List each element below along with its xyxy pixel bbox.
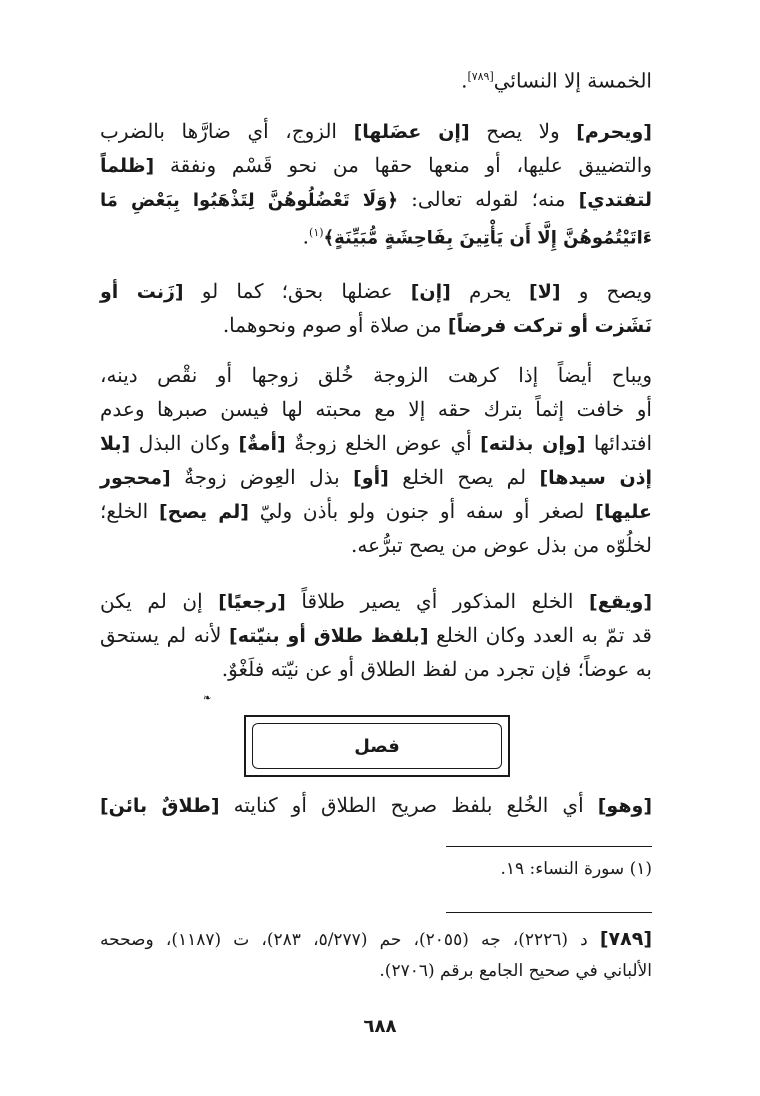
matn-text: عليها] xyxy=(595,501,652,523)
footnote xyxy=(100,956,652,986)
text-run: ويصح و xyxy=(560,279,652,303)
text-run: لخلُوّه من بذل عوض من يصح تبرُّعه. xyxy=(351,533,652,557)
matn-text: [ظلماً xyxy=(100,155,155,177)
text-run: لصغر أو سفه أو جنون ولو بأذن وليّ xyxy=(248,499,596,523)
footnote-number: [٧٨٩] xyxy=(599,928,653,950)
text-line xyxy=(100,426,652,461)
text-run: أي الخُلع بلفظ صريح الطلاق أو كنايته xyxy=(219,793,598,817)
text-line xyxy=(100,148,652,183)
text-run: منه؛ لقوله تعالى: xyxy=(397,187,579,211)
text-line xyxy=(100,216,652,256)
text-run: الخمسة إلا النسائي xyxy=(493,68,652,93)
matn-text: [وهو] xyxy=(597,795,652,817)
text-run: قد تمّ به العدد وكان الخلع xyxy=(428,623,652,647)
matn-text: [بلفظ طلاق أو بنيّته] xyxy=(229,625,429,647)
footnote-separator xyxy=(446,846,652,847)
text-run: . xyxy=(302,224,310,249)
text-line xyxy=(100,494,652,529)
matn-text: [أو] xyxy=(353,467,389,489)
matn-text: نَشَزت أو تركت فرضاً] xyxy=(447,315,652,337)
text-run: الزوج، أي ضارَّها بالضرب xyxy=(100,119,354,143)
section-heading-frame xyxy=(244,715,510,777)
text-line xyxy=(100,460,652,495)
text-run: بذل العِوض زوجةٌ xyxy=(170,465,354,489)
matn-text: [ويقع] xyxy=(589,591,653,613)
matn-text: [لم يصح] xyxy=(158,501,249,523)
matn-text: [وإن بذلته] xyxy=(480,433,586,455)
matn-text: [لا] xyxy=(529,281,561,303)
text-run: ولا يصح xyxy=(469,119,577,143)
matn-text: لتفتدي] xyxy=(578,189,652,211)
quran-verse: ﴿وَلَا تَعْضُلُوهُنَّ لِتَذْهَبُوا بِبَعْضِ مَا xyxy=(100,190,398,211)
matn-text: [أمةٌ] xyxy=(238,433,286,455)
footnote-text: الألباني في صحيح الجامع برقم (٢٧٠٦). xyxy=(379,961,652,981)
text-line xyxy=(100,788,652,823)
footnote xyxy=(100,924,652,955)
matn-text: [زَنت أو xyxy=(100,281,184,303)
text-run: من صلاة أو صوم ونحوهما. xyxy=(222,313,448,337)
footnote-ref[interactable]: [٧٨٩] xyxy=(467,70,494,83)
text-line xyxy=(100,528,652,562)
text-line xyxy=(100,358,652,392)
matn-text: [ويحرم] xyxy=(576,121,652,143)
text-run: به عوضاً؛ فإن تجرد من لفظ الطلاق أو عن نيّته فلَغْوٌ. xyxy=(221,657,652,681)
matn-text: إذن سيدها] xyxy=(539,467,652,489)
text-line xyxy=(100,274,652,309)
footnote-ref[interactable]: (١) xyxy=(309,226,324,239)
text-run: إن لم يكن xyxy=(100,589,219,613)
matn-text: [رجعيًا] xyxy=(218,591,286,613)
matn-text: [إن عضَلها] xyxy=(353,121,470,143)
section-heading: فصل xyxy=(252,723,502,769)
quran-verse: ءَاتَيْتُمُوهُنَّ إِلَّا أَن يَأْتِينَ بِفَاحِشَةٍ مُّبَيِّنَةٍ﴾ xyxy=(323,227,652,249)
text-run: الخلع؛ xyxy=(100,499,159,523)
matn-text: [إن] xyxy=(410,281,451,303)
text-run: . xyxy=(461,68,468,93)
text-run: والتضييق عليها، أو منعها حقها من نحو قَسْم ونفقة xyxy=(154,153,652,177)
footnote-separator xyxy=(446,912,652,913)
text-run: افتدائها xyxy=(585,431,652,455)
text-line xyxy=(100,652,652,686)
text-line xyxy=(100,182,652,218)
text-line xyxy=(100,114,652,149)
text-run: ويباح أيضاً إذا كرهت الزوجة خُلق زوجها أو نقْص دينه، xyxy=(100,363,652,387)
ornament-icon: ❧ xyxy=(203,693,212,704)
text-run: يحرم xyxy=(450,279,530,303)
text-run: الخلع المذكور أي يصير طلاقاً xyxy=(285,589,590,613)
text-line xyxy=(100,60,652,98)
text-run: وكان البذل xyxy=(130,431,239,455)
text-run: أو خافت إثماً بترك حقه إلا مع محبته لها فيسن صبرها وعدم xyxy=(100,397,652,421)
text-line xyxy=(100,392,652,426)
text-line xyxy=(100,584,652,619)
page-number: ٦٨٨ xyxy=(363,1016,397,1037)
text-run: عضلها بحق؛ كما لو xyxy=(183,279,411,303)
footnote-text: سورة النساء: ١٩. xyxy=(500,859,630,879)
matn-text: [طلاقٌ بائن] xyxy=(100,795,220,817)
text-line xyxy=(100,308,652,343)
text-run: أي عوض الخلع زوجةٌ xyxy=(285,431,481,455)
matn-text: [محجور xyxy=(100,467,171,489)
footnote xyxy=(100,854,652,884)
text-run: لأنه لم يستحق xyxy=(100,623,230,647)
footnote-number: (١) xyxy=(629,859,652,879)
text-run: لم يصح الخلع xyxy=(388,465,540,489)
matn-text: [بلا xyxy=(100,433,131,455)
text-line xyxy=(100,618,652,653)
footnote-text: د (٢٢٢٦)، جه (٢٠٥٥)، حم (٥/٢٧٧، ٢٨٣)، ت (١١٨٧)، وصححه xyxy=(100,930,600,950)
